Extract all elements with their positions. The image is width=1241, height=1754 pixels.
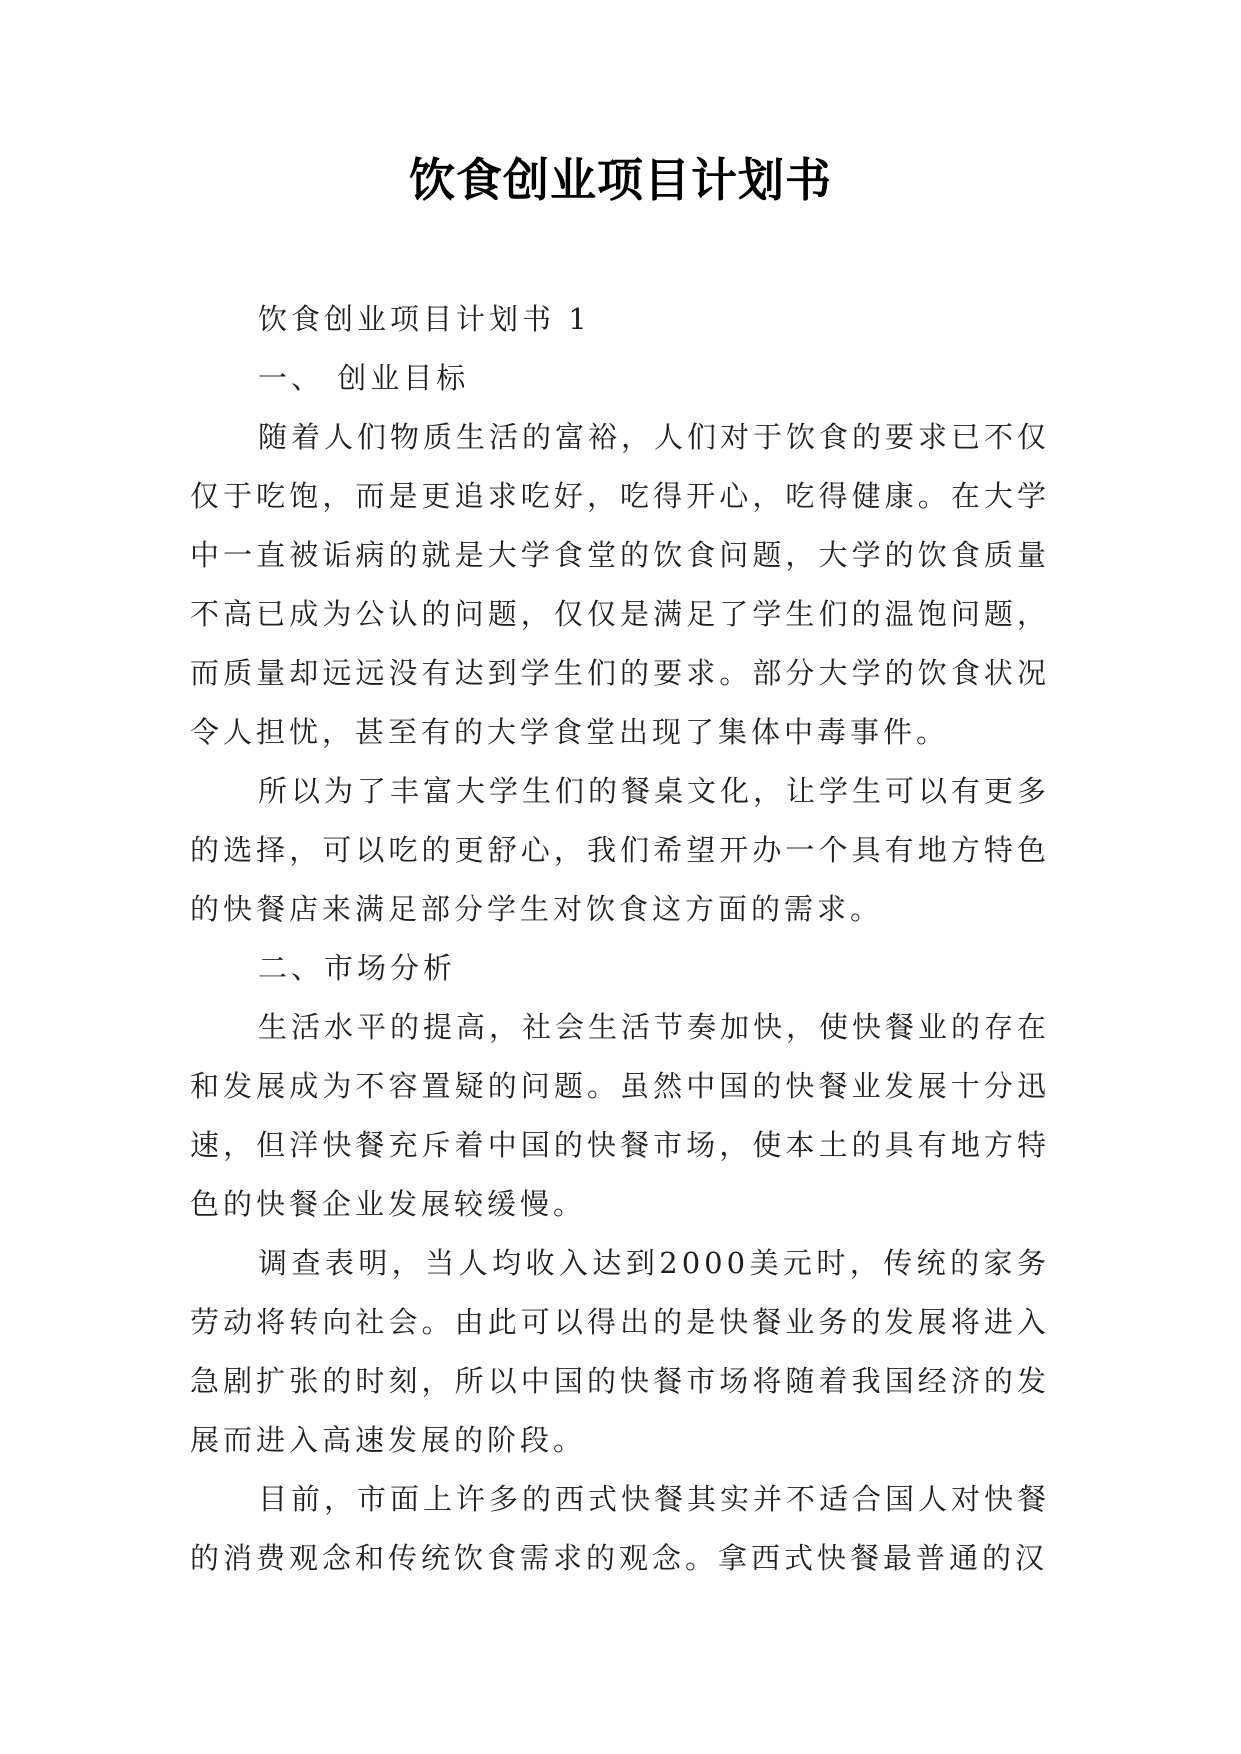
section-heading-goal: 一、 创业目标	[258, 361, 470, 395]
paragraph-survey: 调查表明，当人均收入达到2000美元时，传统的家务劳动将转向社会。由此可以得出的是快餐业务的发展将进入急剧扩张的时刻，所以中国的快餐市场将随着我国经济的发展而进入高速发展的阶段。	[190, 1246, 1050, 1457]
document-title: 饮食创业项目计划书	[409, 153, 832, 207]
section-heading-market-analysis: 二、市场分析	[258, 951, 457, 985]
document-body	[190, 290, 1050, 1588]
paragraph-western-fastfood: 目前，市面上许多的西式快餐其实并不适合国人对快餐的消费观念和传统饮食需求的观念。拿西式快餐最普通的汉	[190, 1482, 1051, 1575]
paragraph-purpose: 所以为了丰富大学生们的餐桌文化，让学生可以有更多的选择，可以吃的更舒心，我们希望开办一个具有地方特色的快餐店来满足部分学生对饮食这方面的需求。	[190, 774, 1051, 926]
paragraph-background: 随着人们物质生活的富裕，人们对于饮食的要求已不仅仅于吃饱，而是更追求吃好，吃得开心，吃得健康。在大学中一直被诟病的就是大学食堂的饮食问题，大学的饮食质量不高已成为公认的问题，仅仅是满足了学生们的温饱问题，而质量却远远没有达到学生们的要求。部分大学的饮食状况令人担忧，甚至有的大学食堂出现了集体中毒事件。	[190, 420, 1051, 749]
paragraph-market-trend: 生活水平的提高，社会生活节奏加快，使快餐业的存在和发展成为不容置疑的问题。虽然中国的快餐业发展十分迅速，但洋快餐充斥着中国的快餐市场，使本土的具有地方特色的快餐企业发展较缓慢。	[190, 1010, 1051, 1221]
section-heading-plan-1: 饮食创业项目计划书 1	[258, 302, 591, 336]
